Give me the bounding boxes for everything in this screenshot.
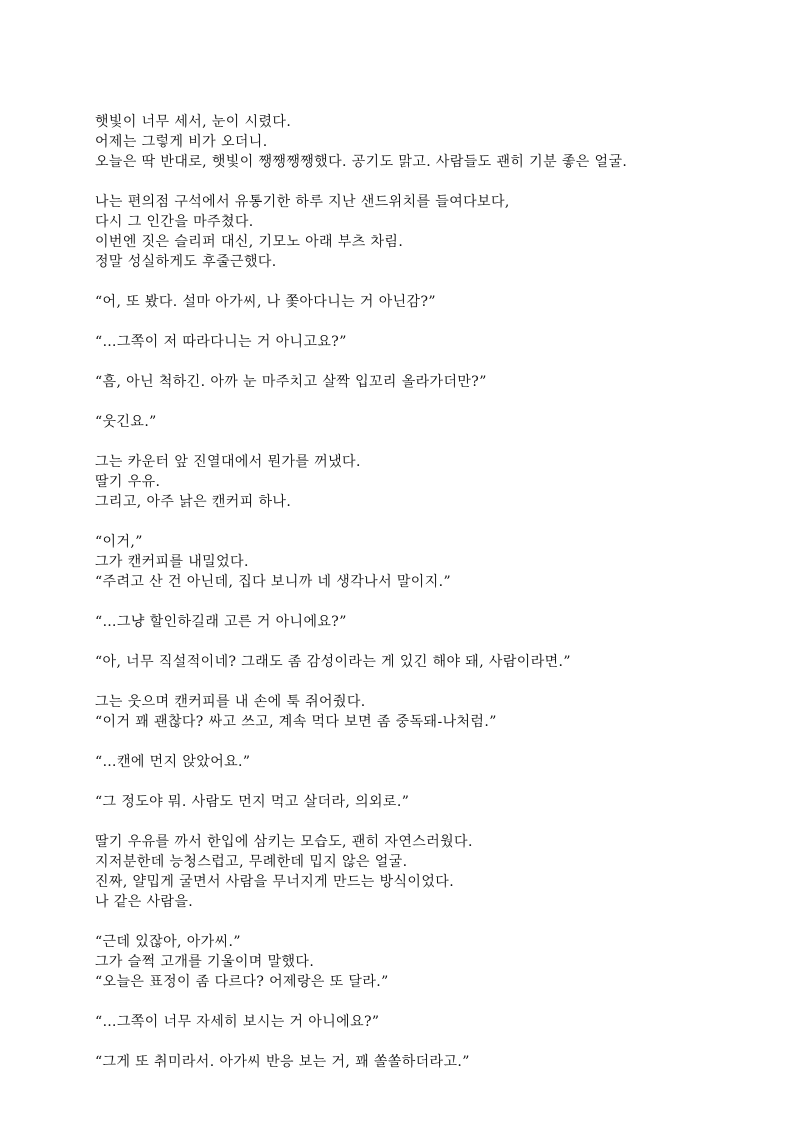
paragraph-10 — [95, 652, 785, 672]
text-line: “흠, 아닌 척하긴. 아까 눈 마주치고 살짝 입꼬리 올라가더만?” — [95, 374, 487, 390]
paragraph-13 — [95, 792, 785, 812]
text-line: “주려고 산 건 아닌데, 집다 보니까 네 생각나서 말이지.” — [95, 574, 452, 590]
text-line: 어제는 그렇게 비가 오더니. — [95, 134, 268, 150]
text-line: “…그쪽이 저 따라다니는 거 아니고요?” — [95, 334, 347, 350]
paragraph-11 — [95, 692, 785, 732]
text-line: “…캔에 먼지 앉았어요.” — [95, 754, 251, 770]
text-line: 그리고, 아주 낡은 캔커피 하나. — [95, 494, 292, 510]
text-line: 이번엔 짓은 슬리퍼 대신, 기모노 아래 부츠 차림. — [95, 234, 404, 250]
text-line: 정말 성실하게도 후줄근했다. — [95, 254, 277, 270]
text-line: 오늘은 딱 반대로, 햇빛이 쨍쨍쨍쨍했다. 공기도 맑고. 사람들도 괜히 기분 좋은 얼굴. — [95, 154, 628, 170]
text-line: “어, 또 봤다. 설마 아가씨, 나 쫓아다니는 거 아닌감?” — [95, 294, 436, 310]
text-line: 그는 카운터 앞 진열대에서 뭔가를 꺼냈다. — [95, 454, 361, 470]
text-line: 나는 편의점 구석에서 유통기한 하루 지난 샌드위치를 들여다보다, — [95, 194, 510, 210]
text-line: 다시 그 인간을 마주쳤다. — [95, 214, 254, 230]
text-line: 지저분한데 능청스럽고, 무례한데 밉지 않은 얼굴. — [95, 854, 408, 870]
paragraph-7 — [95, 452, 785, 512]
text-line: 진짜, 얄밉게 굴면서 사람을 무너지게 만드는 방식이었다. — [95, 874, 455, 890]
paragraph-5 — [95, 372, 785, 392]
paragraph-15 — [95, 932, 785, 992]
paragraph-4 — [95, 332, 785, 352]
paragraph-8 — [95, 532, 785, 592]
text-line: “근데 있잖아, 아가씨.” — [95, 934, 241, 950]
document-body — [95, 112, 785, 1092]
text-line: “이거 꽤 괜찮다? 싸고 쓰고, 계속 먹다 보면 좀 중독돼-나처럼.” — [95, 714, 497, 730]
text-line: 그는 웃으며 캔커피를 내 손에 툭 쥐어줬다. — [95, 694, 366, 710]
text-line: 그가 슬쩍 고개를 기울이며 말했다. — [95, 954, 315, 970]
paragraph-3 — [95, 292, 785, 312]
paragraph-12 — [95, 752, 785, 772]
text-line: 딸기 우유. — [95, 474, 161, 490]
text-line: “…그냥 할인하길래 고른 거 아니에요?” — [95, 614, 347, 630]
text-line: 햇빛이 너무 세서, 눈이 시렸다. — [95, 114, 292, 130]
paragraph-16 — [95, 1012, 785, 1032]
text-line: “이거,” — [95, 534, 143, 550]
paragraph-6 — [95, 412, 785, 432]
text-line: “그 정도야 뭐. 사람도 먼지 먹고 살더라, 의외로.” — [95, 794, 410, 810]
text-line: 딸기 우유를 까서 한입에 삼키는 모습도, 괜히 자연스러웠다. — [95, 834, 473, 850]
text-line: 나 같은 사람을. — [95, 894, 194, 910]
paragraph-2 — [95, 192, 785, 272]
paragraph-9 — [95, 612, 785, 632]
text-line: “웃긴요.” — [95, 414, 157, 430]
paragraph-14 — [95, 832, 785, 912]
text-line: “오늘은 표정이 좀 다르다? 어제랑은 또 달라.” — [95, 974, 389, 990]
text-line: 그가 캔커피를 내밀었다. — [95, 554, 249, 570]
text-line: “그게 또 취미라서. 아가씨 반응 보는 거, 꽤 쏠쏠하더라고.” — [95, 1054, 470, 1070]
paragraph-17 — [95, 1052, 785, 1072]
text-line: “…그쪽이 너무 자세히 보시는 거 아니에요?” — [95, 1014, 380, 1030]
paragraph-1 — [95, 112, 785, 172]
text-line: “아, 너무 직설적이네? 그래도 좀 감성이라는 게 있긴 해야 돼, 사람이라면.” — [95, 654, 571, 670]
